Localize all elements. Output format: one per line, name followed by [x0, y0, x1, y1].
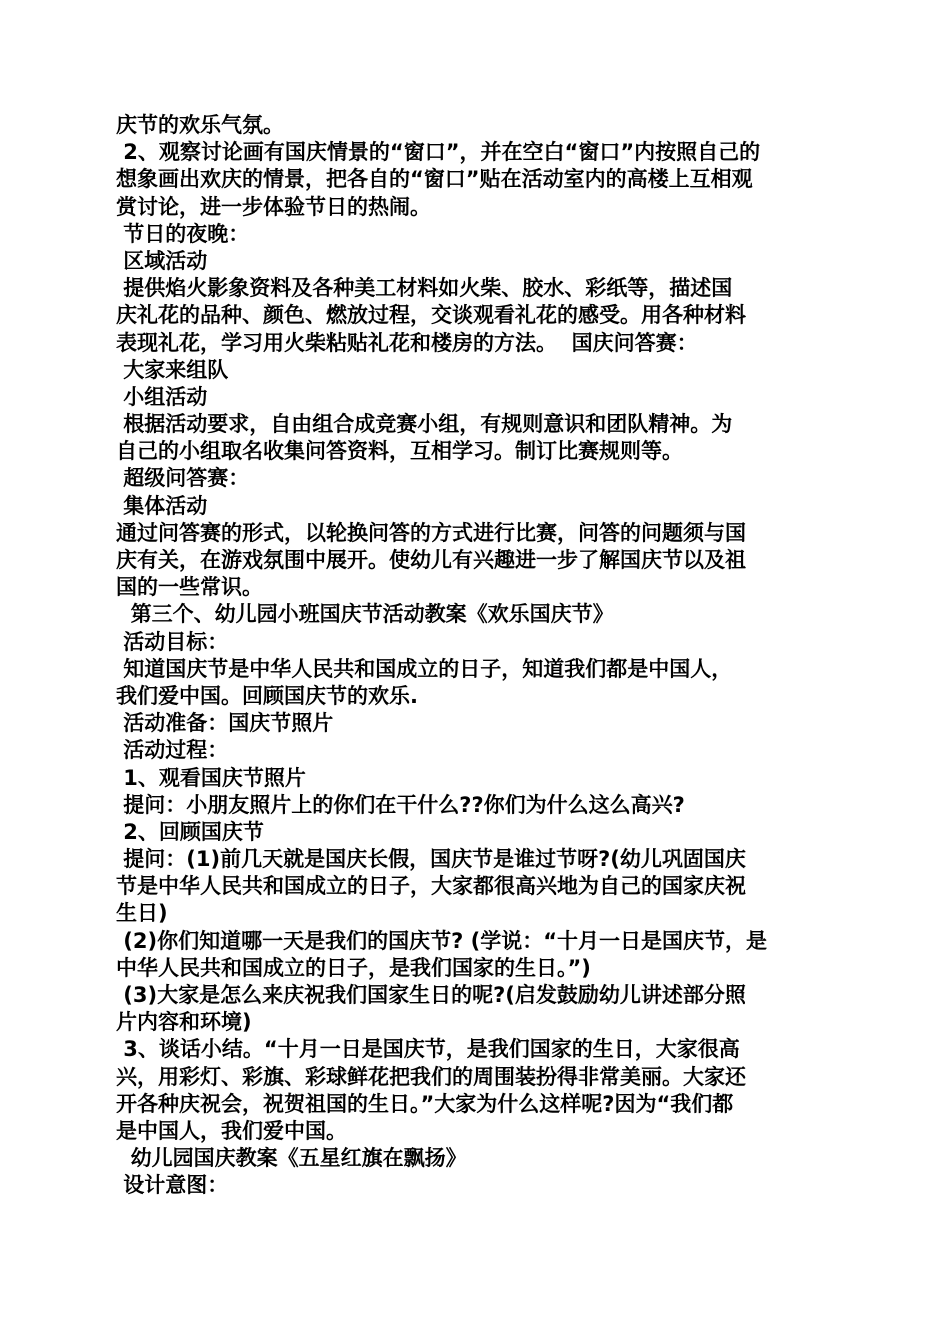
lesson-title: 幼儿园国庆教案《五星红旗在飘扬》 — [116, 1146, 467, 1171]
document-body — [116, 112, 836, 1200]
text-line: 是中国人，我们爱中国。 — [116, 1118, 347, 1143]
section-heading: 区域活动 — [116, 248, 208, 273]
text-line: 通过问答赛的形式，以轮换问答的方式进行比赛，问答的问题须与国 — [116, 520, 746, 545]
text-line: 1、观看国庆节照片 — [116, 765, 306, 790]
section-heading: 集体活动 — [116, 493, 208, 518]
section-heading: 小组活动 — [116, 384, 208, 409]
text-line: 赏讨论，进一步体验节日的热闹。 — [116, 194, 431, 219]
section-heading: 活动过程： — [116, 738, 229, 763]
text-line: 提问：(1)前几天就是国庆长假，国庆节是谁过节呀?(幼儿巩固国庆 — [116, 847, 746, 872]
text-line: (2)你们知道哪一天是我们的国庆节? (学说：“十月一日是国庆节，是 — [116, 928, 768, 953]
text-line: 想象画出欢庆的情景，把各自的“窗口”贴在活动室内的高楼上互相观 — [116, 167, 753, 192]
text-line: 知道国庆节是中华人民共和国成立的日子，知道我们都是中国人， — [116, 656, 733, 681]
text-line: 2、观察讨论画有国庆情景的“窗口”，并在空白“窗口”内按照自己的 — [116, 140, 761, 165]
text-line: 国的一些常识。 — [116, 575, 263, 600]
text-line: 生日) — [116, 901, 168, 926]
text-line: 2、回顾国庆节 — [116, 819, 264, 844]
text-line: 表现礼花，学习用火柴粘贴礼花和楼房的方法。 国庆问答赛： — [116, 330, 698, 355]
text-line: 兴，用彩灯、彩旗、彩球鲜花把我们的周围装扮得非常美丽。大家还 — [116, 1064, 746, 1089]
section-heading: 设计意图： — [116, 1173, 229, 1198]
text-line: 片内容和环境) — [116, 1010, 252, 1035]
text-line: 提供焰火影象资料及各种美工材料如火柴、胶水、彩纸等，描述国 — [116, 276, 733, 301]
section-heading: 活动准备：国庆节照片 — [116, 711, 334, 736]
text-line: 庆礼花的品种、颜色、燃放过程，交谈观看礼花的感受。用各种材料 — [116, 303, 746, 328]
text-line: (3)大家是怎么来庆祝我们国家生日的呢?(启发鼓励幼儿讲述部分照 — [116, 983, 746, 1007]
section-heading: 超级问答赛： — [116, 466, 250, 491]
section-heading: 活动目标： — [116, 629, 229, 654]
text-line: 提问：小朋友照片上的你们在干什么??你们为什么这么高兴? — [116, 792, 685, 817]
text-line: 节是中华人民共和国成立的日子，大家都很高兴地为自己的国家庆祝 — [116, 874, 746, 899]
lesson-title: 第三个、幼儿园小班国庆节活动教案《欢乐国庆节》 — [116, 602, 614, 627]
text-line: 中华人民共和国成立的日子，是我们国家的生日。”) — [116, 955, 591, 980]
text-line: 我们爱中国。回顾国庆节的欢乐. — [116, 683, 418, 708]
text-line: 3、谈话小结。“十月一日是国庆节，是我们国家的生日，大家很高 — [116, 1037, 740, 1062]
text-line: 庆有关，在游戏氛围中展开。使幼儿有兴趣进一步了解国庆节以及祖 — [116, 548, 746, 572]
text-line: 根据活动要求，自由组合成竞赛小组，有规则意识和团队精神。为 — [116, 412, 733, 437]
text-line: 庆节的欢乐气氛。 — [116, 113, 284, 137]
text-line: 开各种庆祝会，祝贺祖国的生日。”大家为什么这样呢?因为“我们都 — [116, 1091, 734, 1116]
section-heading: 节日的夜晚： — [116, 221, 250, 246]
text-line: 自己的小组取名收集问答资料，互相学习。制订比赛规则等。 — [116, 439, 683, 464]
section-heading: 大家来组队 — [116, 357, 229, 382]
